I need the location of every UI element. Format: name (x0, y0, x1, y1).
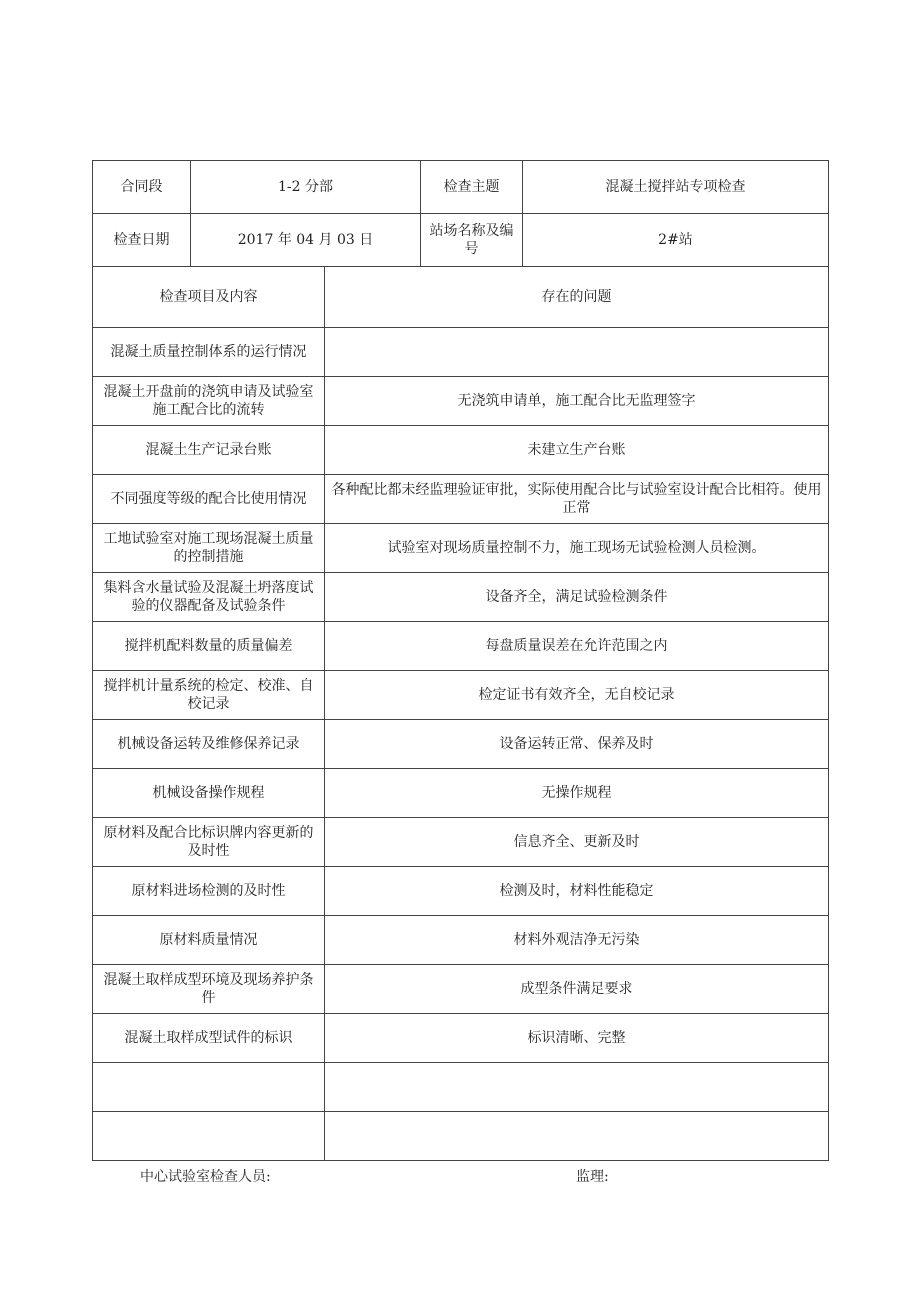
topic-value: 混凝土搅拌站专项检查 (523, 161, 829, 214)
table-row (93, 671, 829, 720)
issue-text: 成型条件满足要求 (325, 965, 829, 1014)
issue-text: 无浇筑申请单，施工配合比无监理签字 (325, 377, 829, 426)
check-item (93, 1063, 325, 1112)
header-row-contract (93, 161, 829, 214)
table-row (93, 475, 829, 524)
table-row (93, 1014, 829, 1063)
table-row (93, 965, 829, 1014)
issue-text: 未建立生产台账 (325, 426, 829, 475)
check-item: 混凝土生产记录台账 (93, 426, 325, 475)
table-row (93, 328, 829, 377)
table-row (93, 916, 829, 965)
issue-text: 检定证书有效齐全，无自校记录 (325, 671, 829, 720)
column-header-item: 检查项目及内容 (93, 267, 325, 328)
station-value: 2#站 (523, 214, 829, 267)
issue-text: 各种配比都未经监理验证审批，实际使用配合比与试验室设计配合比相符。使用正常 (325, 475, 829, 524)
check-item: 工地试验室对施工现场混凝土质量的控制措施 (93, 524, 325, 573)
table-row (93, 720, 829, 769)
check-item: 搅拌机配料数量的质量偏差 (93, 622, 325, 671)
table-row (93, 377, 829, 426)
check-item: 混凝土开盘前的浇筑申请及试验室施工配合比的流转 (93, 377, 325, 426)
issue-text: 检测及时，材料性能稳定 (325, 867, 829, 916)
date-label: 检查日期 (93, 214, 191, 267)
check-item: 机械设备运转及维修保养记录 (93, 720, 325, 769)
issue-text: 材料外观洁净无污染 (325, 916, 829, 965)
check-item: 机械设备操作规程 (93, 769, 325, 818)
station-label: 站场名称及编号 (421, 214, 523, 267)
issue-text: 标识清晰、完整 (325, 1014, 829, 1063)
check-item: 混凝土质量控制体系的运行情况 (93, 328, 325, 377)
inspector-label: 中心试验室检查人员: (140, 1169, 271, 1185)
supervisor-label: 监理: (576, 1169, 609, 1185)
table-row (93, 769, 829, 818)
header-row-date (93, 214, 829, 267)
check-item: 混凝土取样成型试件的标识 (93, 1014, 325, 1063)
issue-text (325, 328, 829, 377)
check-item: 原材料进场检测的及时性 (93, 867, 325, 916)
issue-text: 无操作规程 (325, 769, 829, 818)
issue-text: 信息齐全、更新及时 (325, 818, 829, 867)
topic-label: 检查主题 (421, 161, 523, 214)
date-value: 2017 年 04 月 03 日 (191, 214, 421, 267)
table-row (93, 524, 829, 573)
column-header-issue: 存在的问题 (325, 267, 829, 328)
check-item: 原材料质量情况 (93, 916, 325, 965)
check-item: 集料含水量试验及混凝土坍落度试验的仪器配备及试验条件 (93, 573, 325, 622)
table-row (93, 1112, 829, 1161)
issue-text (325, 1063, 829, 1112)
table-row (93, 867, 829, 916)
contract-label: 合同段 (93, 161, 191, 214)
issue-text: 设备运转正常、保养及时 (325, 720, 829, 769)
contract-value: 1-2 分部 (191, 161, 421, 214)
check-item (93, 1112, 325, 1161)
inspection-table (92, 160, 829, 1161)
table-row (93, 573, 829, 622)
check-item: 原材料及配合比标识牌内容更新的及时性 (93, 818, 325, 867)
inspection-form (92, 160, 828, 1161)
check-item: 搅拌机计量系统的检定、校准、自校记录 (93, 671, 325, 720)
table-row (93, 818, 829, 867)
column-header-row (93, 267, 829, 328)
issue-text (325, 1112, 829, 1161)
table-row (93, 1063, 829, 1112)
check-item: 不同强度等级的配合比使用情况 (93, 475, 325, 524)
issue-text: 每盘质量误差在允许范围之内 (325, 622, 829, 671)
issue-text: 设备齐全，满足试验检测条件 (325, 573, 829, 622)
table-row (93, 622, 829, 671)
issue-text: 试验室对现场质量控制不力，施工现场无试验检测人员检测。 (325, 524, 829, 573)
table-row (93, 426, 829, 475)
check-item: 混凝土取样成型环境及现场养护条件 (93, 965, 325, 1014)
